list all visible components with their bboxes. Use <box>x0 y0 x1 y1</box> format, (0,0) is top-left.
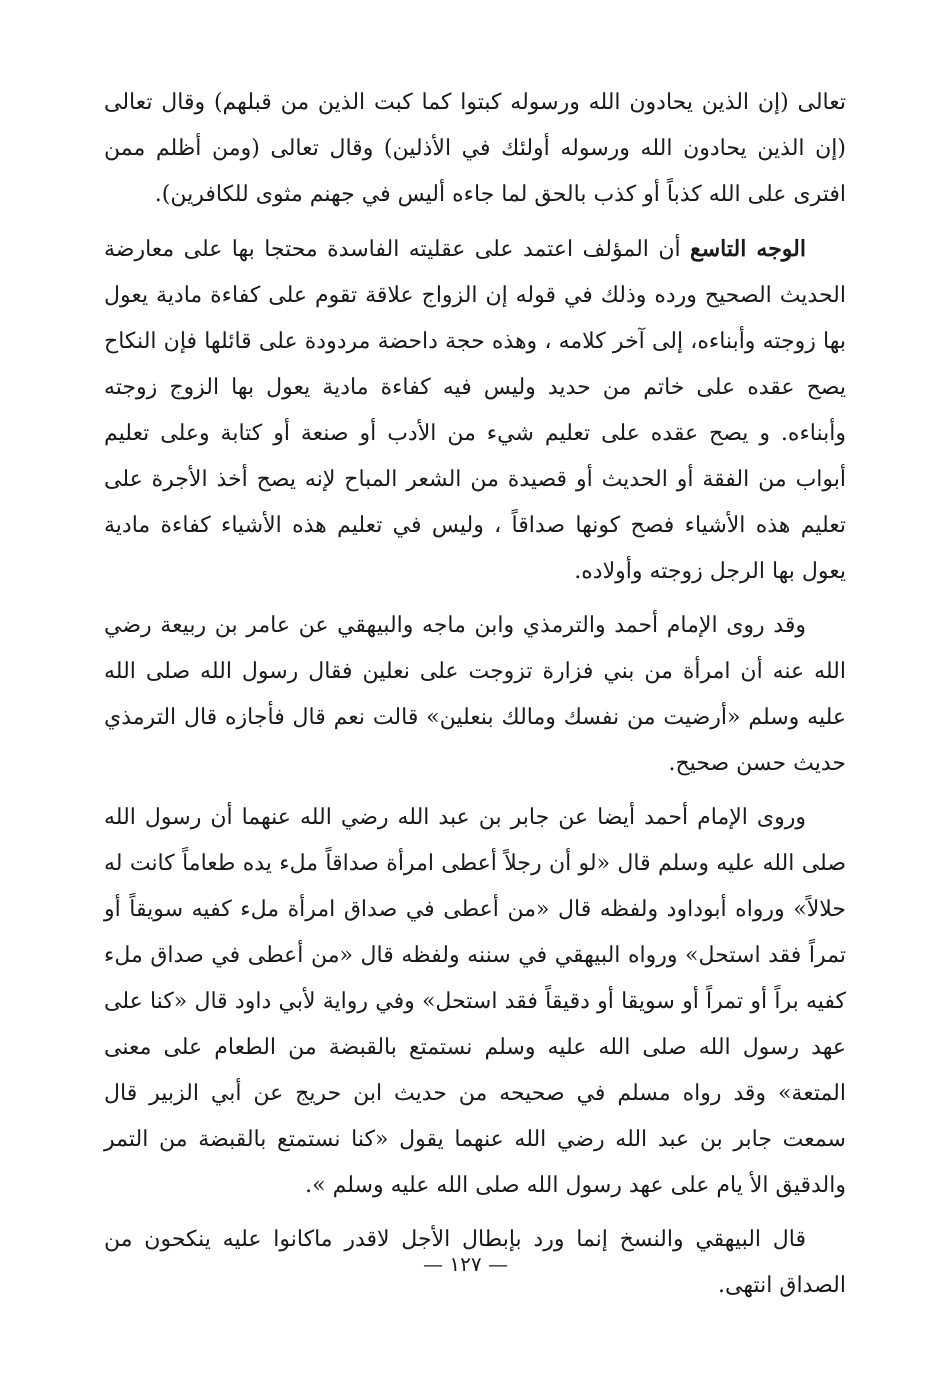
paragraph-ninth-aspect <box>104 226 846 595</box>
paragraph-continuation <box>104 80 846 218</box>
paragraph-hadith-amir <box>104 603 846 787</box>
paragraph-text: وقد روى الإمام أحمد والترمذي وابن ماجه والبيهقي عن عامر بن ربيعة رضي الله عنه أن امرأة من بني فزارة تزوجت على نعلين فقال رسول الله صلى الله عليه وسلم «أرضيت من نفسك ومالك بنعلين» قالت نعم قال فأجازه قال الترمذي حديث حسن صحيح. <box>104 613 846 776</box>
paragraph-text: تعالى (إن الذين يحادون الله ورسوله كبتوا كما كبت الذين من قبلهم) وقال تعالى (إن الذين يحادون الله ورسوله أولئك في الأذلين) وقال تعالى (ومن أظلم ممن افترى على الله كذباً أو كذب بالحق لما جاءه أليس في جهنم مثوى للكافرين). <box>104 90 846 207</box>
paragraph-hadith-jabir <box>104 795 846 1209</box>
section-lead-heading: الوجه التاسع <box>690 236 806 262</box>
paragraph-text: قال البيهقي والنسخ إنما ورد بإبطال الأجل لاقدر ماكانوا عليه ينكحون من الصداق انتهى. <box>104 1227 846 1298</box>
paragraph-text: أن المؤلف اعتمد على عقليته الفاسدة محتجا بها على معارضة الحديث الصحيح ورده وذلك في قوله إن الزواج علاقة تقوم على كفاءة مادية يعول بها زوجته وأبناءه، إلى آخر كلامه ، وهذه حجة داحضة مردودة على قائلها فإن النكاح يصح عقده على خاتم من حديد وليس فيه كفاءة مادية يعول بها الزوج زوجته وأبناءه. و يصح عقده على تعليم شيء من الأدب أو صنعة أو كتابة وعلى تعليم أبواب من الفقة أو الحديث أو قصيدة من الشعر المباح لإنه يصح أخذ الأجرة على تعليم هذه الأشياء فصح كونها صداقاً ، وليس في تعليم هذه الأشياء كفاءة مادية يعول بها الرجل زوجته وأولاده. <box>104 237 846 584</box>
page-number: — ١٢٧ — <box>423 1252 508 1276</box>
paragraph-text: وروى الإمام أحمد أيضا عن جابر بن عبد الله رضي الله عنهما أن رسول الله صلى الله عليه وسلم قال «لو أن رجلاً أعطى امرأة صداقاً ملء يده طعاماً كانت له حلالاً» ورواه أبوداود ولفظه قال «من أعطى في صداق امرأة ملء كفيه سويقاً أو تمراً فقد استحل» ورواه البيهقي في سننه ولفظه قال «من أعطى في صداق ملء كفيه براً أو تمراً أو سويقا أو دقيقاً فقد استحل» وفي رواية لأبي داود قال «كنا على عهد رسول الله صلى الله عليه وسلم نستمتع بالقبضة من الطعام على معنى المتعة» وقد رواه مسلم في صحيحه من حديث ابن حريج عن أبي الزبير قال سمعت جابر بن عبد الله رضي الله عنهما يقول «كنا نستمتع بالقبضة من التمر والدقيق الأ يام على عهد رسول الله صلى الله عليه وسلم ». <box>104 805 846 1198</box>
page-body <box>104 80 846 1309</box>
